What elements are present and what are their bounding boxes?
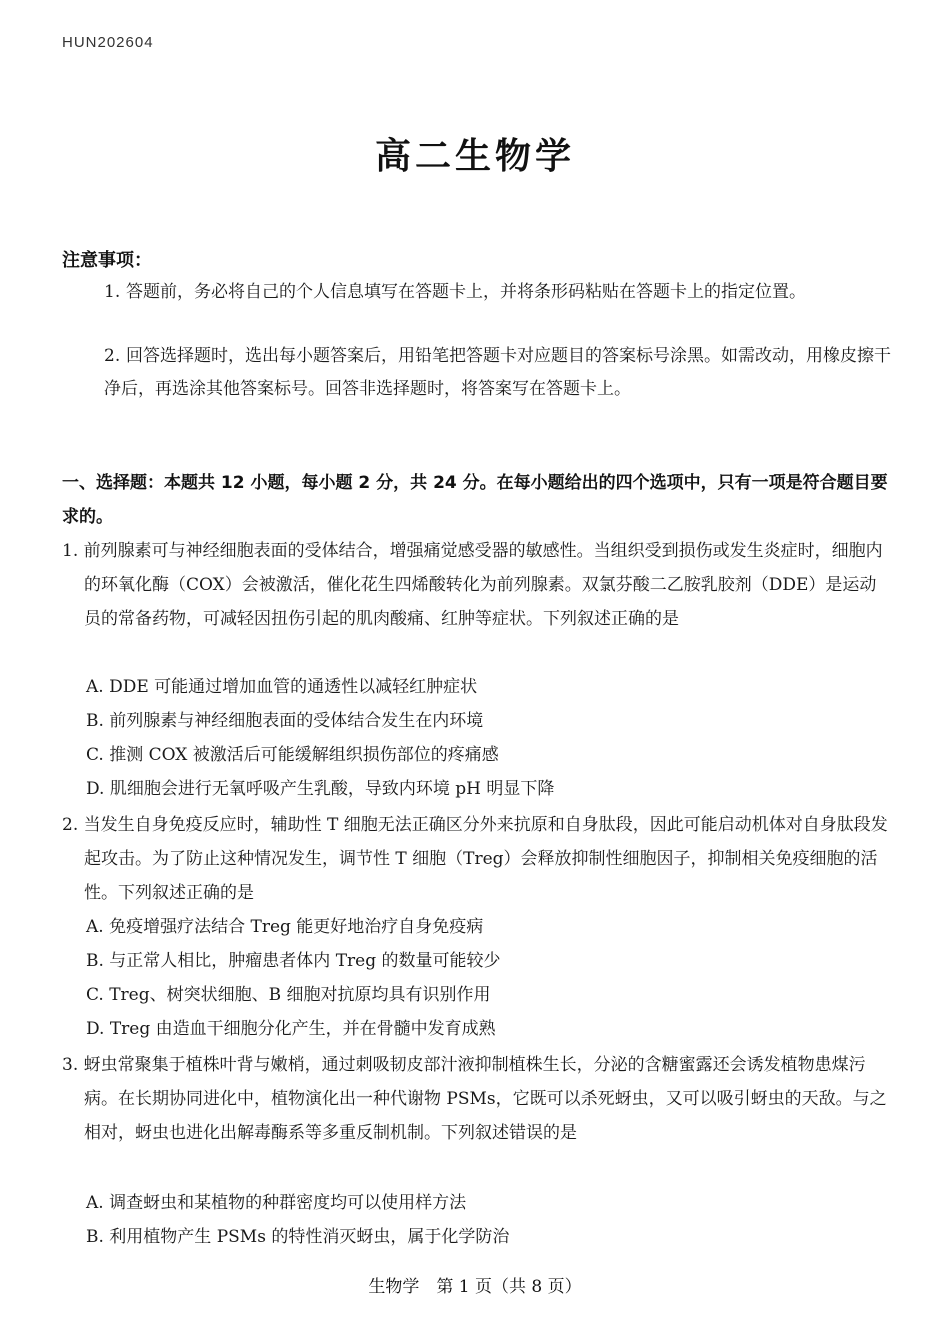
question-stem: 1. 前列腺素可与神经细胞表面的受体结合，增强痛觉感受器的敏感性。当组织受到损伤或发生炎症时，细胞内的环氧化酶（COX）会被激活，催化花生四烯酸转化为前列腺素。双氯芬酸二乙胺乳胶剂（DDE）是运动员的常备药物，可减轻因扭伤引起的肌肉酸痛、红肿等症状。下列叙述正确的是 [62, 541, 883, 629]
notice-item-number: 2. [104, 346, 121, 366]
question-1-option-b: B. 前列腺素与神经细胞表面的受体结合发生在内环境 [86, 711, 484, 731]
question-2-option-d: D. Treg 由造血干细胞分化产生，并在骨髓中发育成熟 [86, 1019, 496, 1039]
question-3-option-a: A. 调查蚜虫和某植物的种群密度均可以使用样方法 [86, 1193, 467, 1213]
question-stem: 3. 蚜虫常聚集于植株叶背与嫩梢，通过刺吸韧皮部汁液抑制植株生长，分泌的含糖蜜露还会诱发植物患煤污病。在长期协同进化中，植物演化出一种代谢物 PSMs，它既可以杀死蚜虫，又可以吸引蚜虫的天敌。与之相对，蚜虫也进化出解毒酶系等多重反制机制。下列叙述错误的是 [62, 1055, 887, 1143]
notice-item-text: 答题前，务必将自己的个人信息填写在答题卡上，并将条形码粘贴在答题卡上的指定位置。 [126, 282, 806, 302]
question-2-option-c: C. Treg、树突状细胞、B 细胞对抗原均具有识别作用 [86, 985, 491, 1005]
question-2 [62, 808, 892, 910]
section-heading: 一、选择题：本题共 12 小题，每小题 2 分，共 24 分。在每小题给出的四个选项中，只有一项是符合题目要求的。 [62, 473, 888, 527]
question-1 [62, 534, 892, 636]
question-stem: 2. 当发生自身免疫反应时，辅助性 T 细胞无法正确区分外来抗原和自身肽段，因此可能启动机体对自身肽段发起攻击。为了防止这种情况发生，调节性 T 细胞（Treg）会释放抑制性细胞因子，抑制相关免疫细胞的活性。下列叙述正确的是 [62, 815, 888, 903]
notice-heading: 注意事项： [62, 250, 152, 271]
notice-item-1 [104, 276, 894, 309]
question-3 [62, 1048, 892, 1150]
question-2-option-a: A. 免疫增强疗法结合 Treg 能更好地治疗自身免疫病 [86, 917, 484, 937]
notice-item-number: 1. [104, 282, 121, 302]
question-1-option-c: C. 推测 COX 被激活后可能缓解组织损伤部位的疼痛感 [86, 745, 499, 765]
question-2-option-b: B. 与正常人相比，肿瘤患者体内 Treg 的数量可能较少 [86, 951, 501, 971]
notice-item-2 [104, 340, 894, 406]
page-title: 高二生物学 [374, 136, 575, 177]
exam-code: HUN202604 [62, 34, 154, 48]
notice-item-text: 回答选择题时，选出每小题答案后，用铅笔把答题卡对应题目的答案标号涂黑。如需改动，用橡皮擦干净后，再选涂其他答案标号。回答非选择题时，将答案写在答题卡上。 [104, 346, 891, 399]
page-footer: 生物学 第 1 页（共 8 页） [368, 1277, 582, 1297]
question-3-option-b: B. 利用植物产生 PSMs 的特性消灭蚜虫，属于化学防治 [86, 1227, 510, 1247]
question-1-option-d: D. 肌细胞会进行无氧呼吸产生乳酸，导致内环境 pH 明显下降 [86, 779, 555, 799]
question-1-option-a: A. DDE 可能通过增加血管的通透性以减轻红肿症状 [86, 677, 478, 697]
